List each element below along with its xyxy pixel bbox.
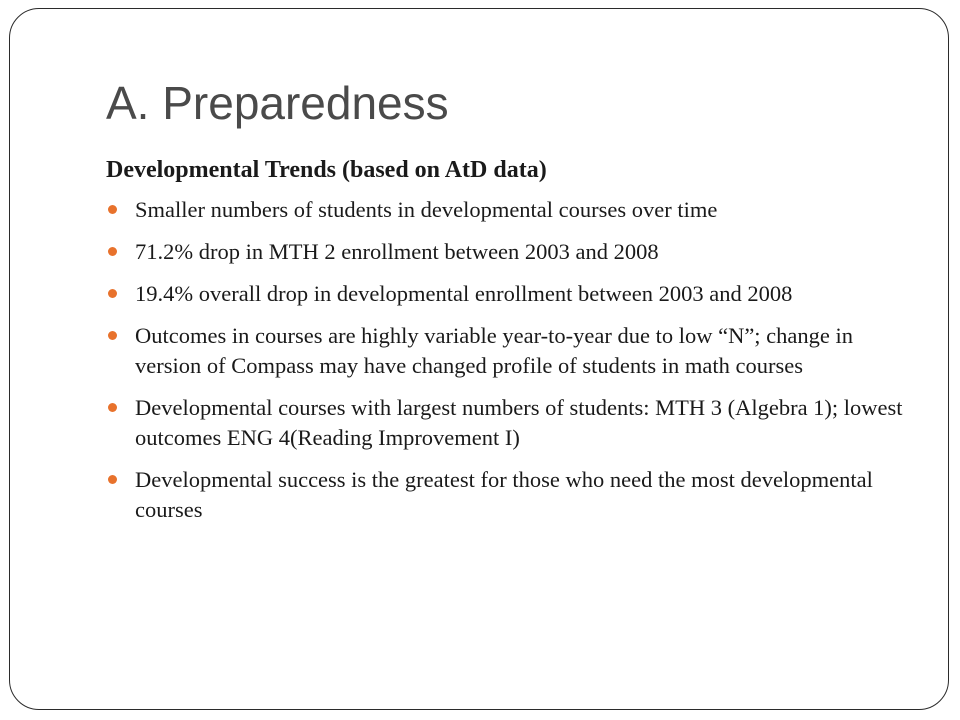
bullet-text: Smaller numbers of students in developmental courses over time: [135, 196, 718, 222]
bullet-dot-icon: [108, 403, 117, 412]
bullet-dot-icon: [108, 205, 117, 214]
bullet-list: [106, 195, 906, 525]
list-item: [106, 321, 906, 381]
bullet-dot-icon: [108, 475, 117, 484]
list-item: [106, 237, 906, 267]
bullet-dot-icon: [108, 331, 117, 340]
bullet-dot-icon: [108, 289, 117, 298]
bullet-text: Developmental courses with largest numbers of students: MTH 3 (Algebra 1); lowest outcomes ENG 4(Reading Improvement I): [135, 394, 903, 450]
bullet-text: Outcomes in courses are highly variable year-to-year due to low “N”; change in version of Compass may have changed profile of students in math courses: [135, 322, 854, 378]
slide-content: [106, 156, 906, 537]
list-item: [106, 195, 906, 225]
bullet-text: 71.2% drop in MTH 2 enrollment between 2003 and 2008: [135, 238, 659, 264]
list-item: [106, 279, 906, 309]
bullet-text: Developmental success is the greatest for those who need the most developmental courses: [135, 466, 873, 522]
slide-title: A. Preparedness: [106, 77, 449, 129]
subheading: Developmental Trends (based on AtD data): [106, 157, 547, 183]
list-item: [106, 393, 906, 453]
list-item: [106, 465, 906, 525]
bullet-text: 19.4% overall drop in developmental enrollment between 2003 and 2008: [135, 280, 793, 306]
bullet-dot-icon: [108, 247, 117, 256]
